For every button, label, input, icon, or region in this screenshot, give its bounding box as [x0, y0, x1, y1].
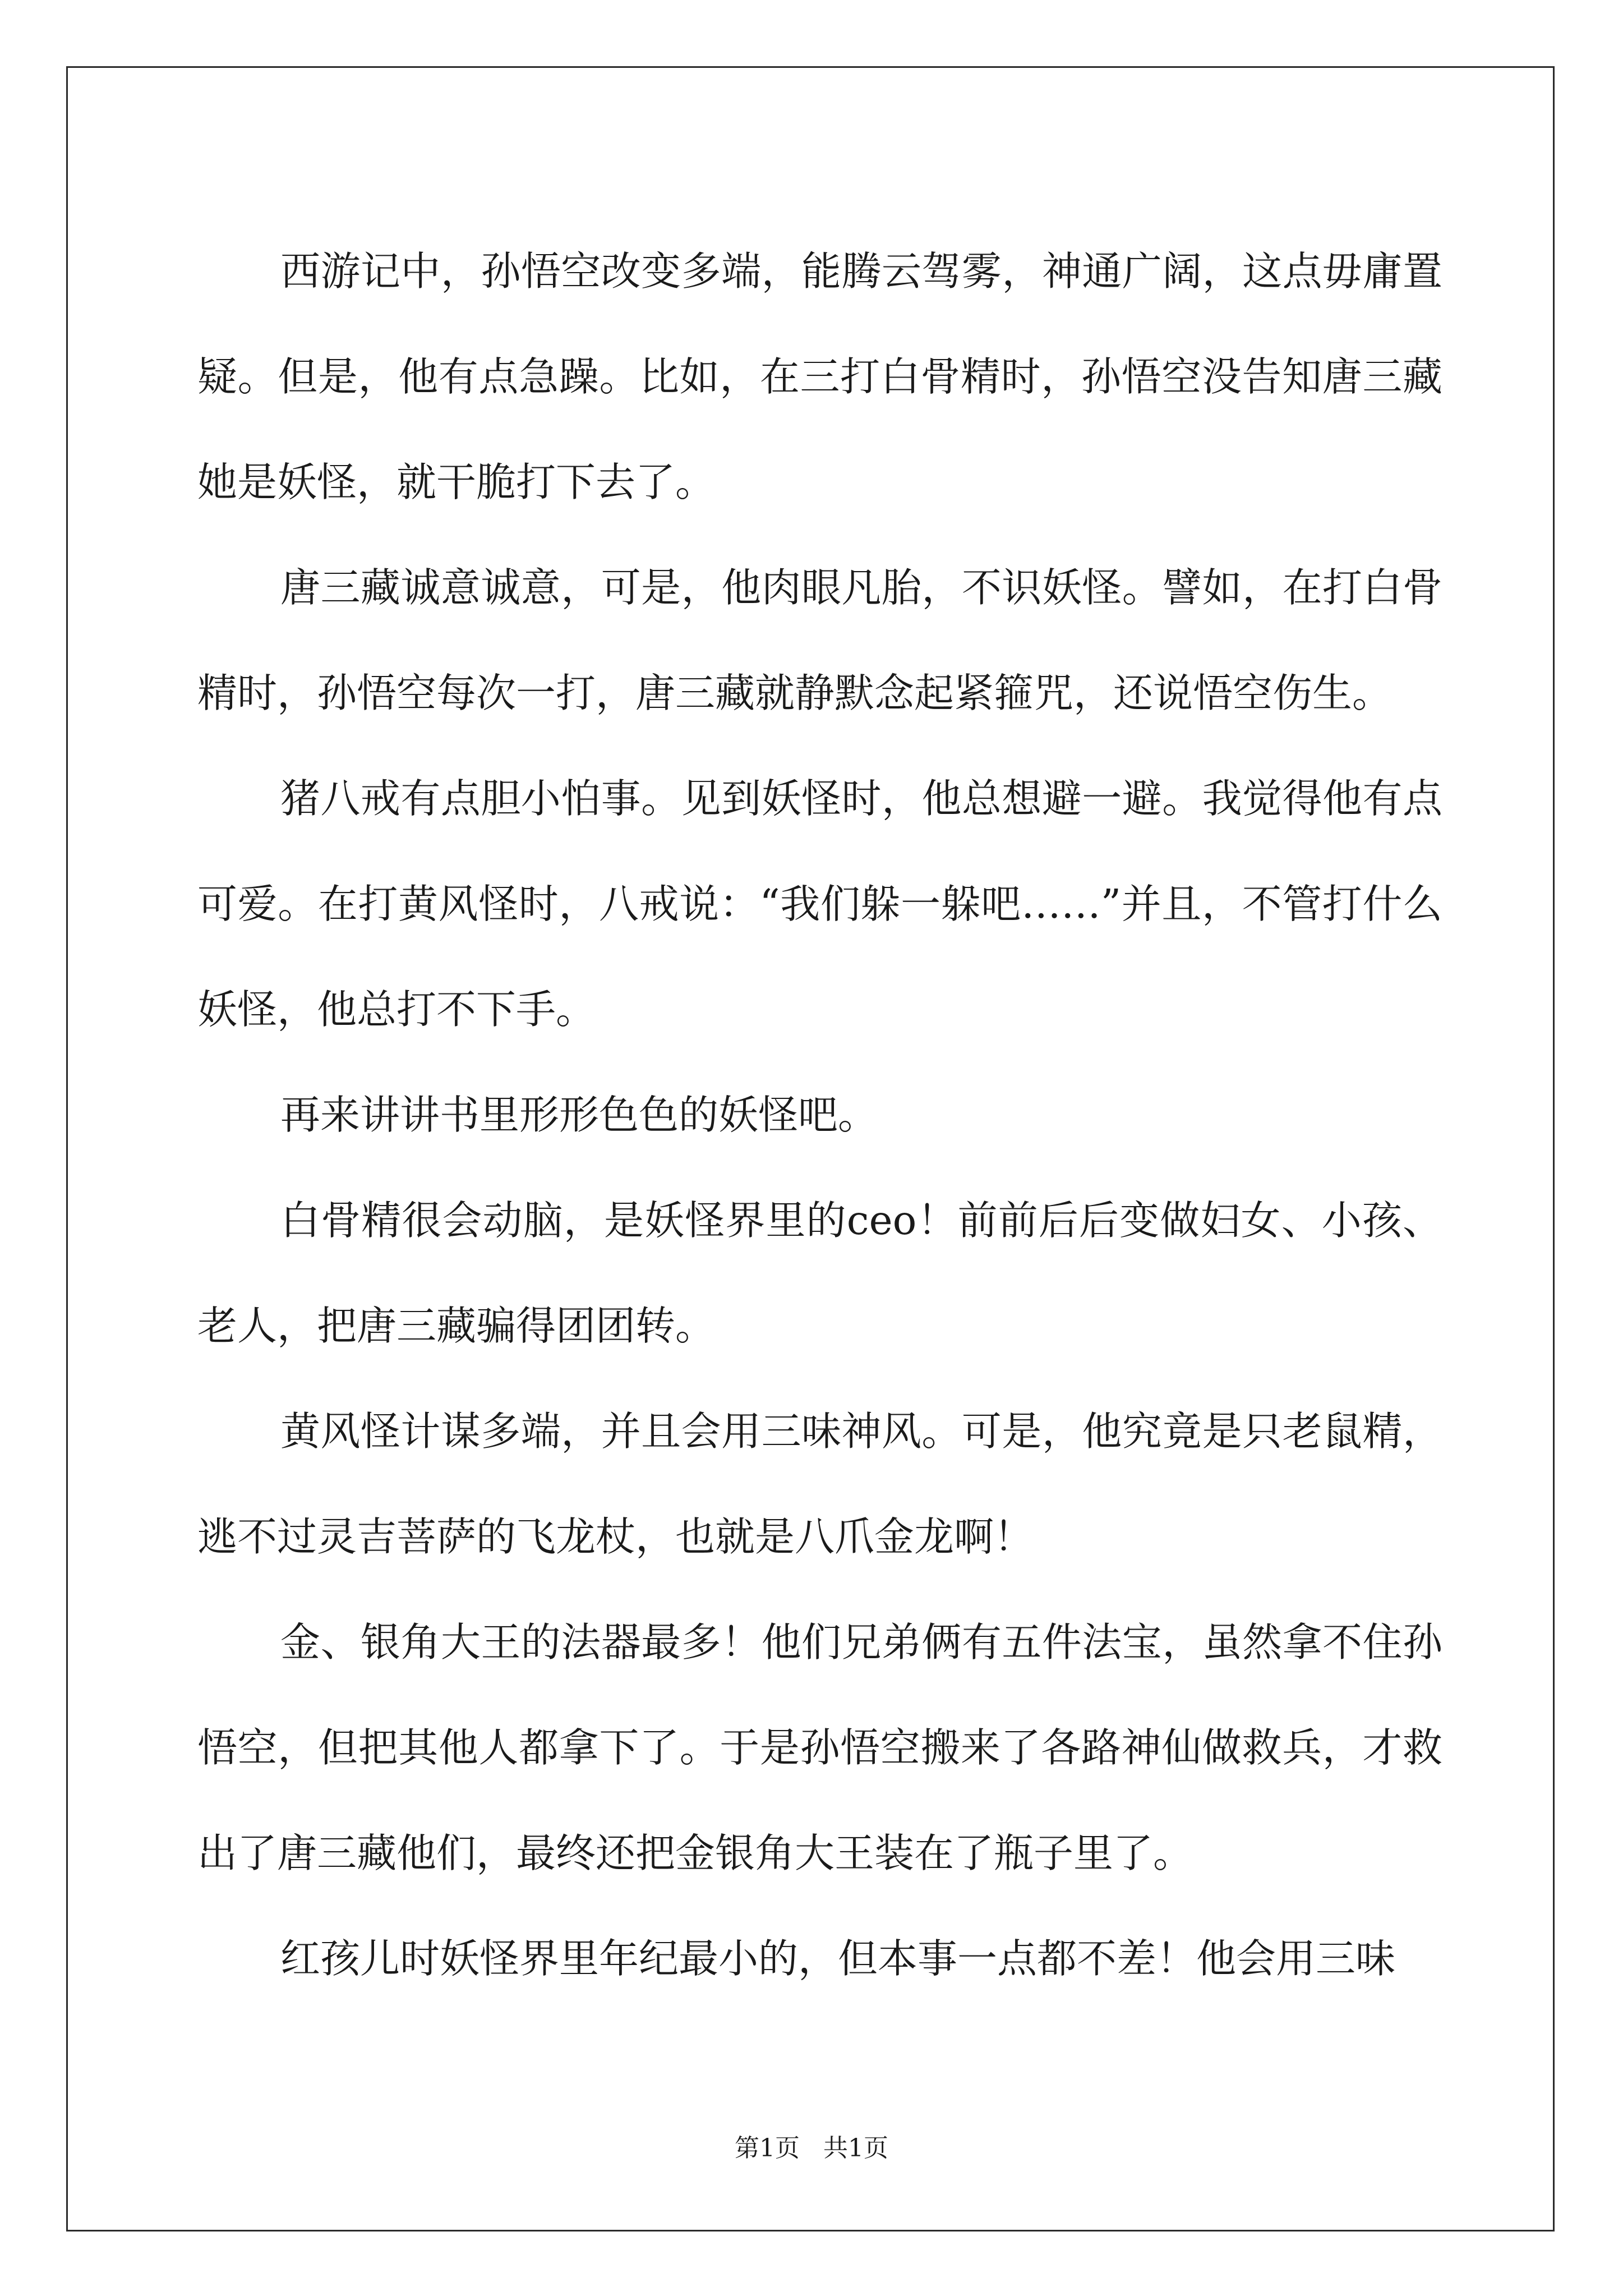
paragraph-4: 再来讲讲书里形形色色的妖怪吧。: [280, 1092, 878, 1138]
paragraph-5: 白骨精很会动脑，是妖怪界里的ceo！前前后后变做妇女、小孩、老人，把唐三藏骗得团团转。: [197, 1197, 1442, 1349]
document-body: [197, 219, 1442, 2012]
paragraph-7: 金、银角大王的法器最多！他们兄弟俩有五件法宝，虽然拿不住孙悟空，但把其他人都拿下了。于是孙悟空搬来了各路神仙做救兵，才救出了唐三藏他们，最终还把金银角大王装在了瓶子里了。: [197, 1619, 1442, 1876]
page-footer: 第1页 共1页: [735, 2134, 888, 2162]
paragraph-8: 红孩儿时妖怪界里年纪最小的，但本事一点都不差！他会用三味: [280, 1935, 1396, 1982]
paragraph-1: 西游记中，孙悟空改变多端，能腾云驾雾，神通广阔，这点毋庸置疑。但是，他有点急躁。比如，在三打白骨精时，孙悟空没告知唐三藏她是妖怪，就干脆打下去了。: [197, 248, 1442, 505]
paragraph-6: 黄风怪计谋多端，并且会用三味神风。可是，他究竟是只老鼠精，逃不过灵吉菩萨的飞龙杖，也就是八爪金龙啊！: [197, 1408, 1442, 1560]
paragraph-2: 唐三藏诚意诚意，可是，他肉眼凡胎，不识妖怪。譬如，在打白骨精时，孙悟空每次一打，唐三藏就静默念起紧箍咒，还说悟空伤生。: [197, 564, 1442, 716]
paragraph-3: 猪八戒有点胆小怕事。见到妖怪时，他总想避一避。我觉得他有点可爱。在打黄风怪时，八戒说：“我们躲一躲吧……”并且，不管打什么妖怪，他总打不下手。: [197, 775, 1442, 1033]
